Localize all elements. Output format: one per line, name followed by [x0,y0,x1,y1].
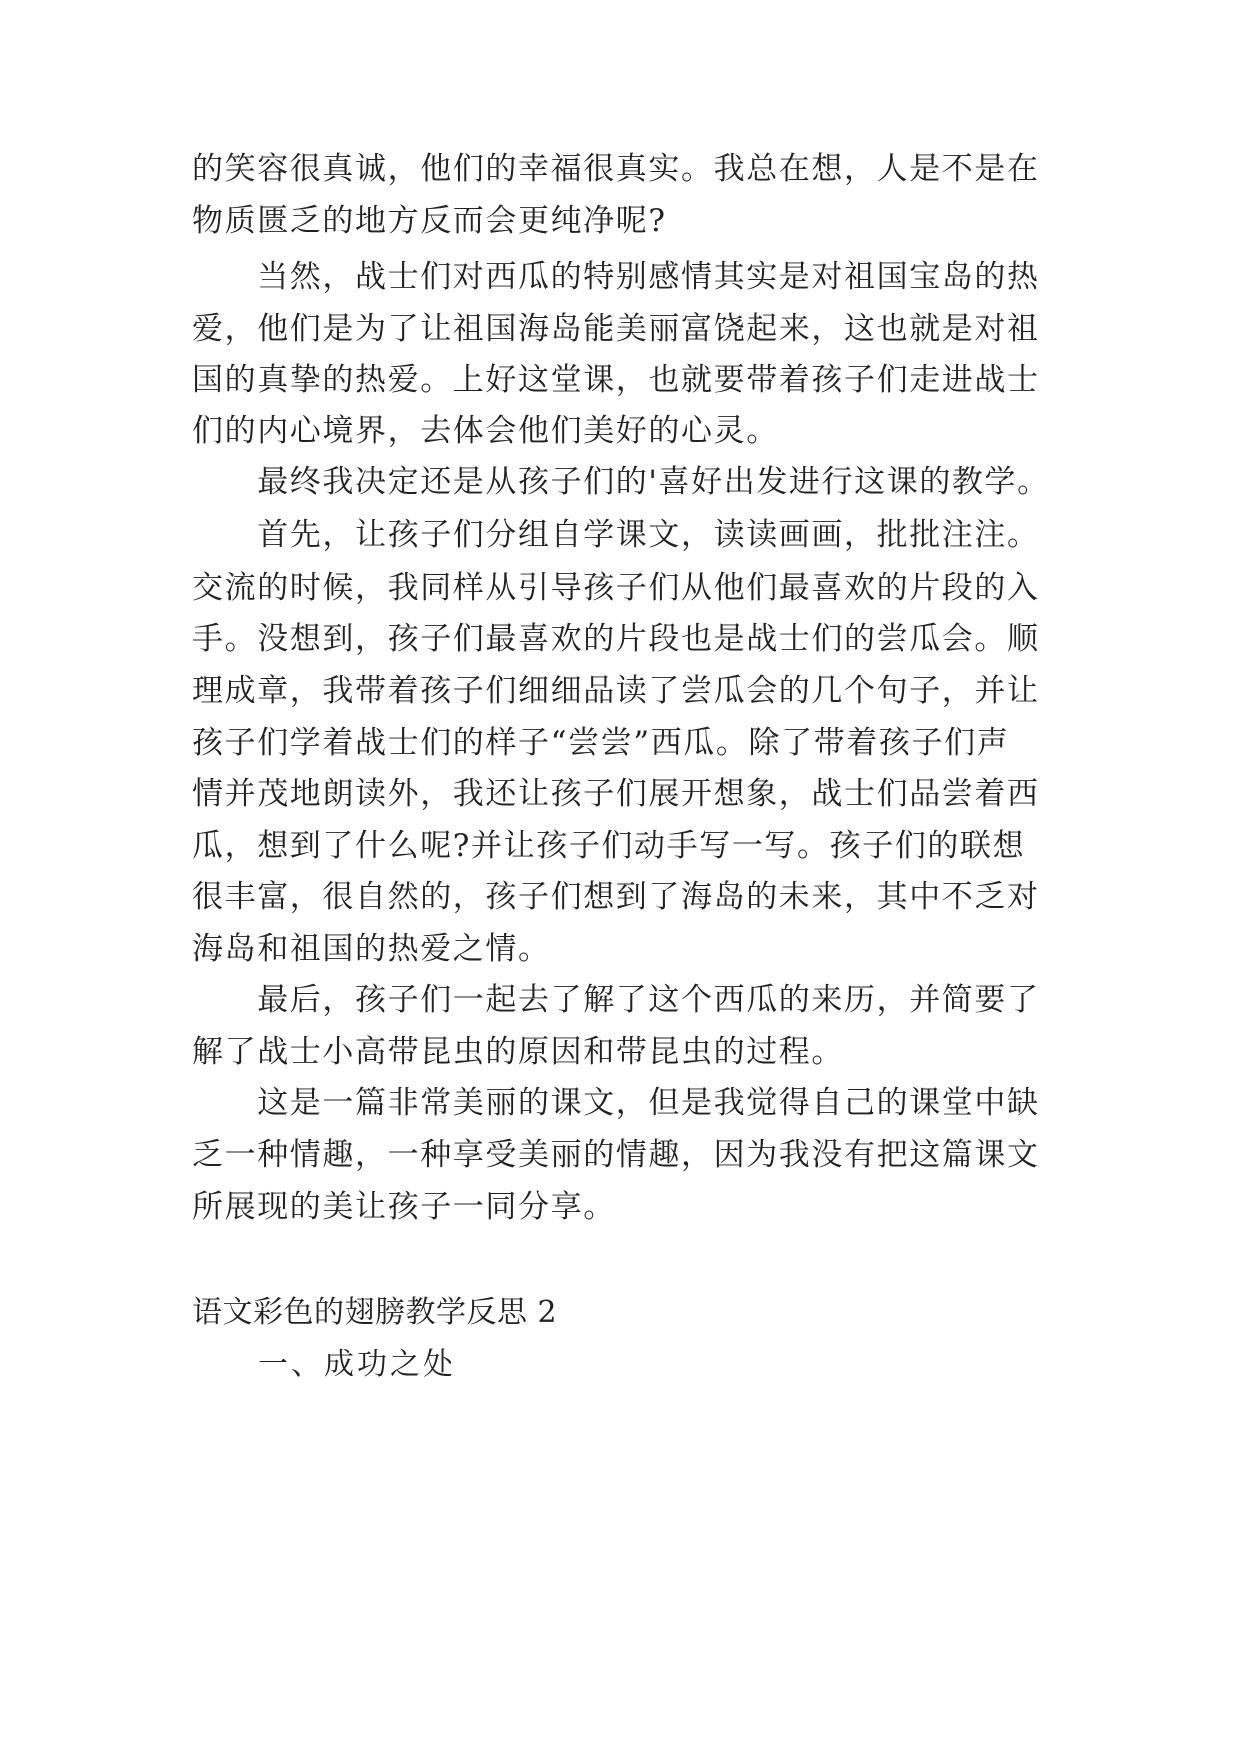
body-text-line: 所展现的美让孩子一同分享。 [192,1189,616,1225]
body-text-line: 情并茂地朗读外，我还让孩子们展开想象，战士们品尝着西 [192,776,1040,812]
body-text-line: 手。没想到，孩子们最喜欢的片段也是战士们的尝瓜会。顺 [192,621,1040,657]
body-text-line: 首先，让孩子们分组自学课文，读读画画，批批注注。 [192,517,1040,553]
body-text-line: 瓜，想到了什么呢?并让孩子们动手写一写。孩子们的联想 [192,828,1026,864]
body-text-line: 们的内心境界，去体会他们美好的心灵。 [192,413,779,449]
section-subtitle: 一、成功之处 [258,1347,456,1382]
body-text-line: 海岛和祖国的热爱之情。 [192,931,551,967]
body-text-line: 最后，孩子们一起去了解了这个西瓜的来历，并简要了 [192,982,1040,1018]
body-text-line: 爱，他们是为了让祖国海岛能美丽富饶起来，这也就是对祖 [192,311,1040,347]
section-title: 语文彩色的翅膀教学反思 2 [192,1295,558,1330]
body-text-line: 乏一种情趣，一种享受美丽的情趣，因为我没有把这篇课文 [192,1137,1040,1173]
body-text-line: 理成章，我带着孩子们细细品读了尝瓜会的几个句子，并让 [192,673,1040,709]
body-text-line: 的笑容很真诚，他们的幸福很真实。我总在想，人是不是在 [192,151,1040,187]
body-text-line: 物质匮乏的地方反而会更纯净呢? [192,203,667,239]
body-text-line: 最终我决定还是从孩子们的'喜好出发进行这课的教学。 [192,464,1050,500]
body-text-line: 交流的时候，我同样从引导孩子们从他们最喜欢的片段的入 [192,570,1040,606]
body-text-line: 这是一篇非常美丽的课文，但是我觉得自己的课堂中缺 [192,1085,1040,1121]
body-text-line: 孩子们学着战士们的样子“尝尝”西瓜。除了带着孩子们声 [192,725,1010,761]
body-text-line: 很丰富，很自然的，孩子们想到了海岛的未来，其中不乏对 [192,879,1040,915]
body-text-line: 解了战士小高带昆虫的原因和带昆虫的过程。 [192,1034,844,1070]
body-text-line: 当然，战士们对西瓜的特别感情其实是对祖国宝岛的热 [192,259,1040,295]
body-text-line: 国的真挚的热爱。上好这堂课，也就要带着孩子们走进战士 [192,362,1040,398]
